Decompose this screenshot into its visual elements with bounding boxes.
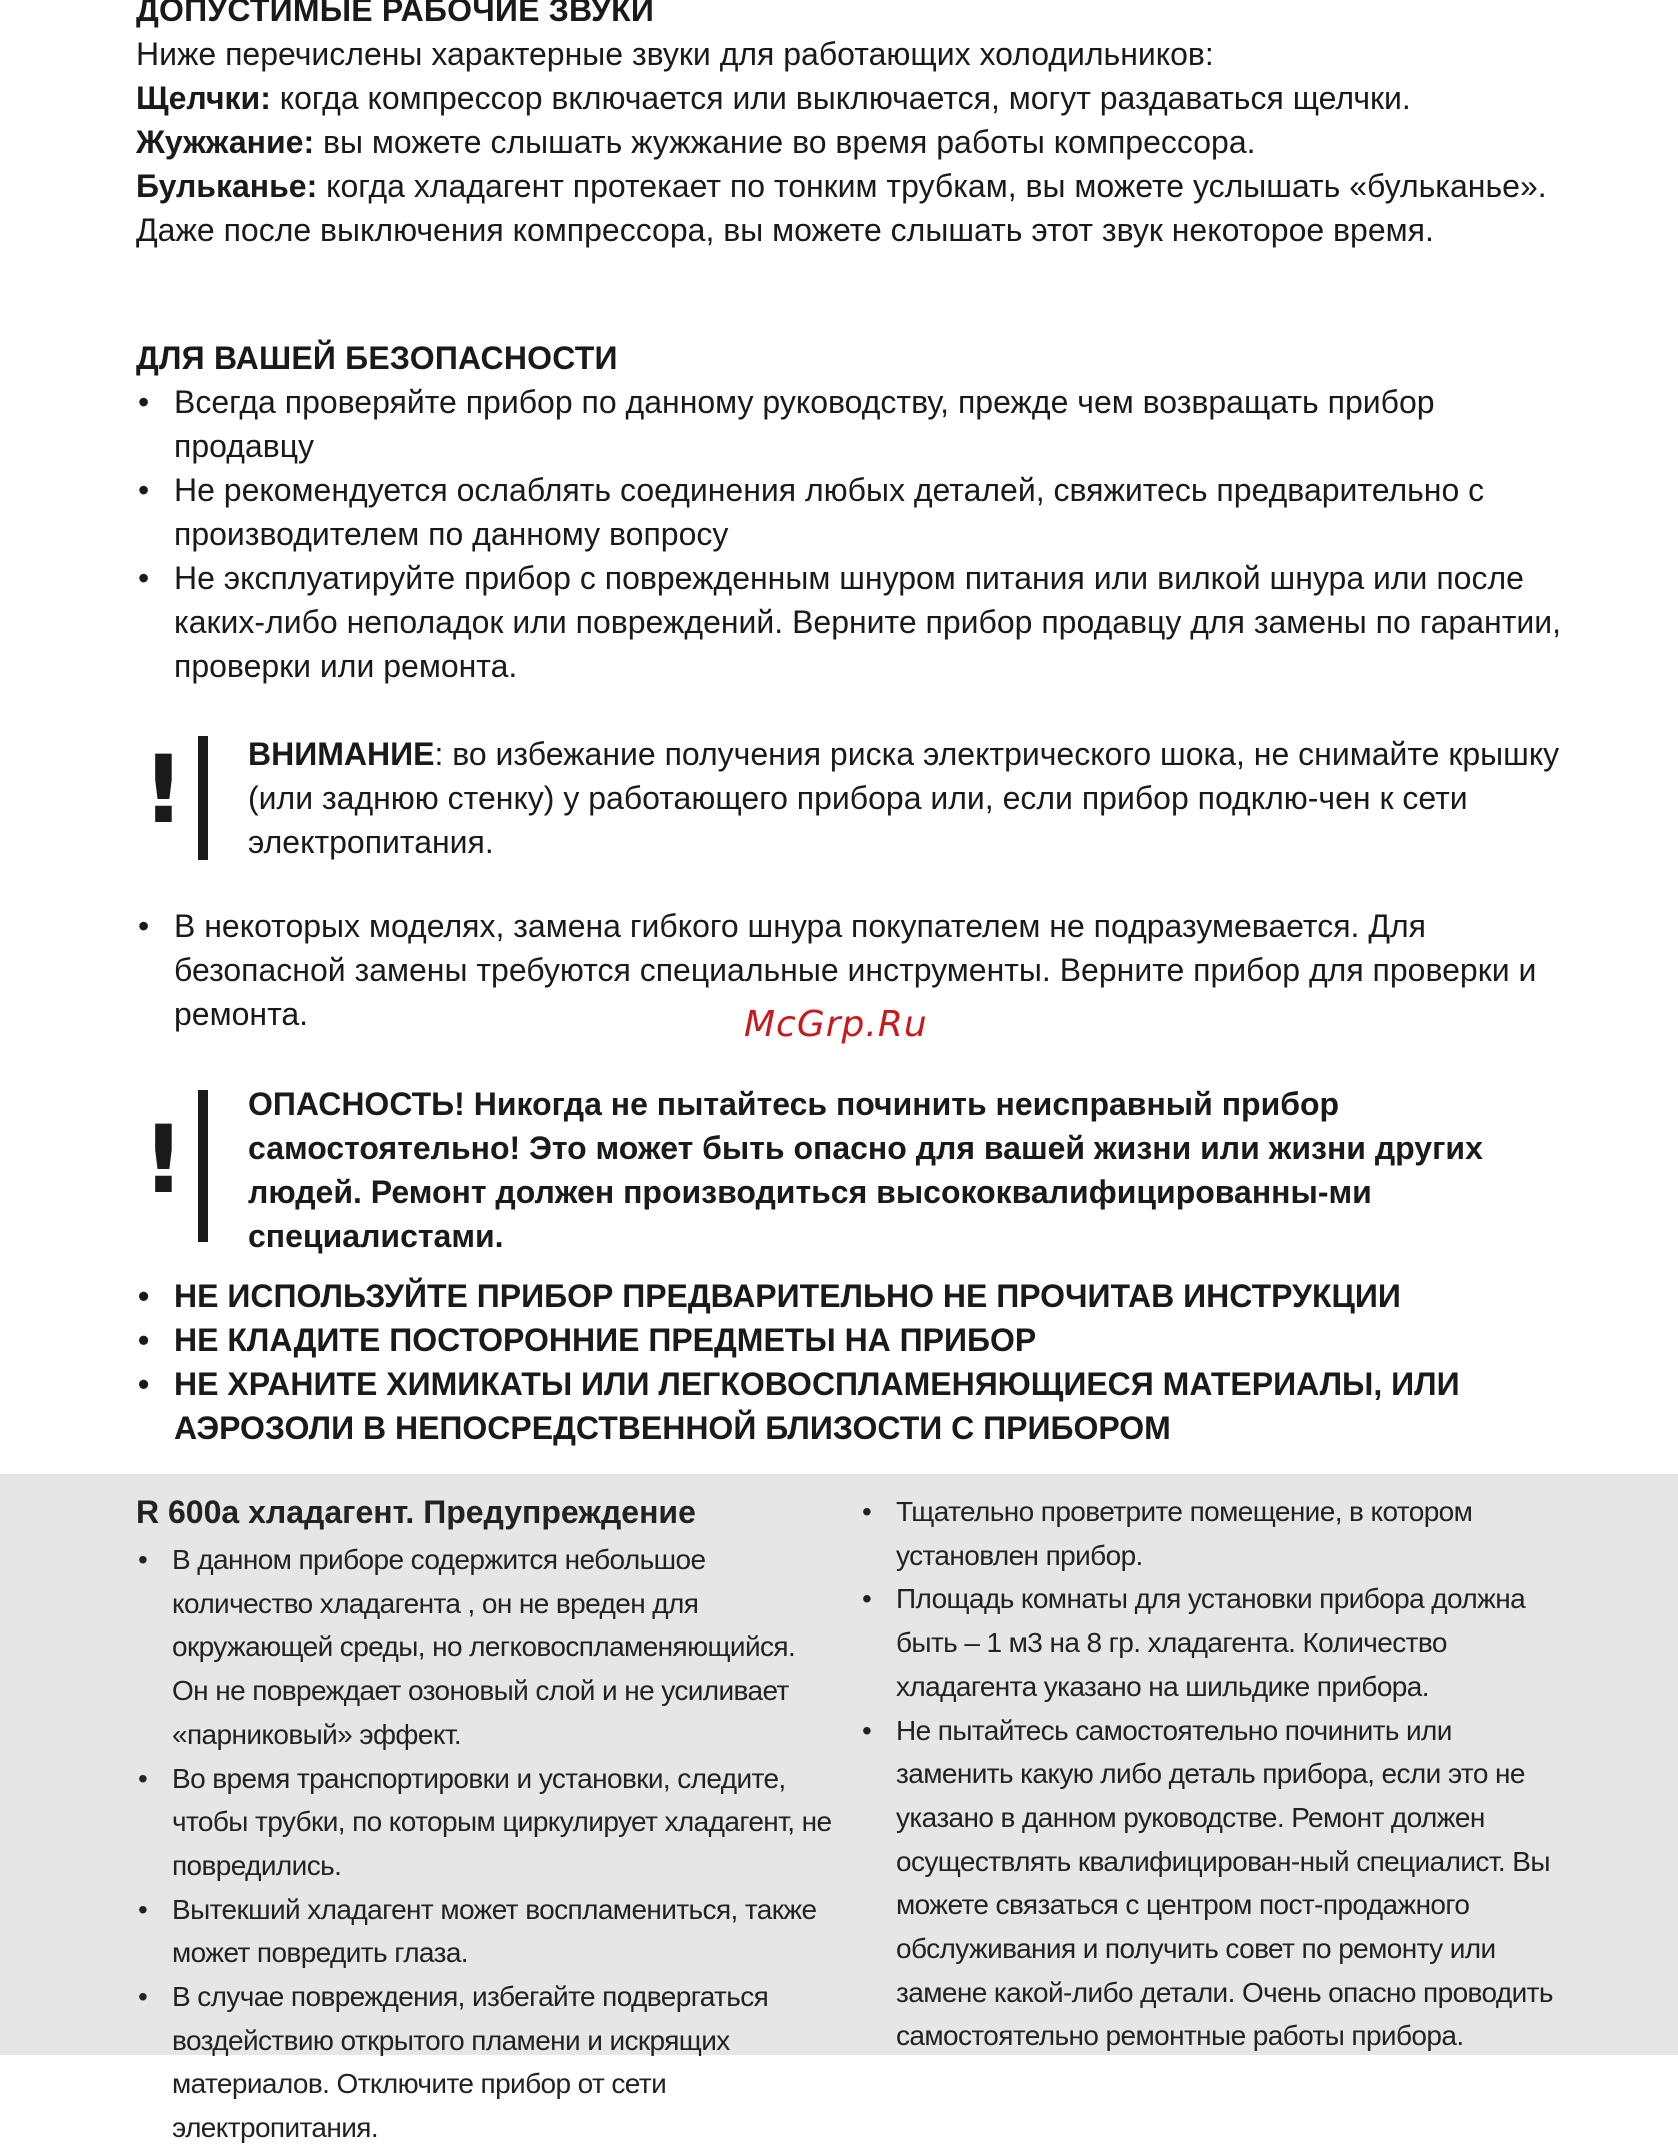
caps-section: [136, 1274, 1566, 1450]
list-item: • НЕ ИСПОЛЬЗУЙТЕ ПРИБОР ПРЕДВАРИТЕЛЬНО НЕ ПРОЧИТАВ ИНСТРУКЦИИ: [136, 1274, 1566, 1318]
sound-term: Бульканье:: [136, 168, 318, 204]
warning-label: ВНИМАНИЕ: [248, 736, 435, 772]
list-item: • НЕ ХРАНИТЕ ХИМИКАТЫ ИЛИ ЛЕГКОВОСПЛАМЕНЯЮЩИЕСЯ МАТЕРИАЛЫ, ИЛИ АЭРОЗОЛИ В НЕПОСРЕДСТВЕННОЙ БЛИЗОСТИ С ПРИБОРОМ: [136, 1362, 1566, 1450]
safety-heading: ДЛЯ ВАШЕЙ БЕЗОПАСНОСТИ: [136, 340, 618, 376]
list-item: • Всегда проверяйте прибор по данному руководству, прежде чем возвращать прибор продавцу: [136, 380, 1566, 468]
safety-list: [136, 380, 1566, 688]
list-item: • Вытекший хладагент может воспламениться, также может повредить глаза.: [136, 1888, 836, 1975]
danger-warning-text: ОПАСНОСТЬ! Никогда не пытайтесь починить неисправный прибор самостоятельно! Это может быть опасно для вашей жизни или жизни других людей. Ремонт должен производиться высококвалифицированны-ми специалистами.: [248, 1086, 1483, 1254]
sound-term: Щелчки:: [136, 80, 271, 116]
list-item: • Не рекомендуется ослаблять соединения любых деталей, свяжитесь предварительно с производителем по данному вопросу: [136, 468, 1566, 556]
sound-item-clicks: [136, 76, 1566, 120]
list-item: • В случае повреждения, избегайте подвергаться воздействию открытого пламени и искрящих материалов. Отключите прибор от сети электропитания.: [136, 1975, 836, 2150]
exclamation-icon: !: [142, 736, 185, 845]
refrigerant-right-column: [860, 1490, 1560, 2058]
refrigerant-heading: R 600a хладагент. Предупреждение: [136, 1494, 696, 1530]
sounds-intro: Ниже перечислены характерные звуки для работающих холодильников:: [136, 36, 1214, 72]
sounds-section: [136, 0, 1566, 252]
watermark: McGrp.Ru: [744, 1004, 928, 1045]
sound-text: вы можете слышать жужжание во время работы компрессора.: [314, 124, 1256, 160]
sound-text: когда хладагент протекает по тонким трубкам, вы можете услышать «бульканье». Даже после выключения компрессора, вы можете слышать этот звук некоторое время.: [136, 168, 1547, 248]
safety-section: [136, 336, 1566, 688]
warning-body: : во избежание получения риска электрического шока, не снимайте крышку (или заднюю стенку) у работающего прибора или, если прибор подклю-чен к сети электропитания.: [248, 736, 1560, 860]
sound-text: когда компрессор включается или выключается, могут раздаваться щелчки.: [270, 80, 1411, 116]
sound-item-buzz: [136, 120, 1566, 164]
list-item: • В данном приборе содержится небольшое количество хладагента , он не вреден для окружающей среды, но легковоспламеняющийся. Он не повреждает озоновый слой и не усиливает «парниковый» эффект.: [136, 1538, 836, 1757]
shock-warning-text: [248, 732, 1568, 864]
list-item: • НЕ КЛАДИТЕ ПОСТОРОННИЕ ПРЕДМЕТЫ НА ПРИБОР: [136, 1318, 1566, 1362]
sound-item-gurgle: [136, 164, 1566, 252]
list-item: • Площадь комнаты для установки прибора должна быть – 1 м3 на 8 гр. хладагента. Количество хладагента указано на шильдике прибора.: [860, 1577, 1560, 1708]
sounds-heading: ДОПУСТИМЫЕ РАБОЧИЕ ЗВУКИ: [136, 0, 655, 28]
refrigerant-right-list: [860, 1490, 1560, 2058]
refrigerant-left-column: [136, 1490, 836, 2150]
list-item: • Не пытайтесь самостоятельно починить или заменить какую либо деталь прибора, если это не указано в данном руководстве. Ремонт должен осуществлять квалифицирован-ный специалист. Вы можете связаться с центром пост-продажного обслуживания и получить совет по ремонту или замене какой-либо детали. Очень опасно проводить самостоятельно ремонтные работы прибора.: [860, 1709, 1560, 2059]
warning-bar: [198, 1090, 208, 1242]
exclamation-icon: !: [142, 1106, 185, 1215]
list-item: • Тщательно проветрите помещение, в котором установлен прибор.: [860, 1490, 1560, 1577]
warning-bar: [198, 736, 208, 860]
list-item: • Во время транспортировки и установки, следите, чтобы трубки, по которым циркулирует хладагент, не повредились.: [136, 1757, 836, 1888]
danger-warning: [136, 1082, 1566, 1252]
shock-warning: [136, 732, 1566, 862]
list-item: • Не эксплуатируйте прибор с поврежденным шнуром питания или вилкой шнура или после каких-либо неполадок или повреждений. Верните прибор продавцу для замены по гарантии, проверки или ремонта.: [136, 556, 1566, 688]
list-item: • В некоторых моделях, замена гибкого шнура покупателем не подразумевается. Для безопасной замены требуются специальные инструменты. Верните прибор для проверки и ремонта.: [136, 904, 1566, 1036]
refrigerant-left-list: [136, 1538, 836, 2150]
caps-list: [136, 1274, 1566, 1450]
sound-term: Жужжание:: [136, 124, 315, 160]
